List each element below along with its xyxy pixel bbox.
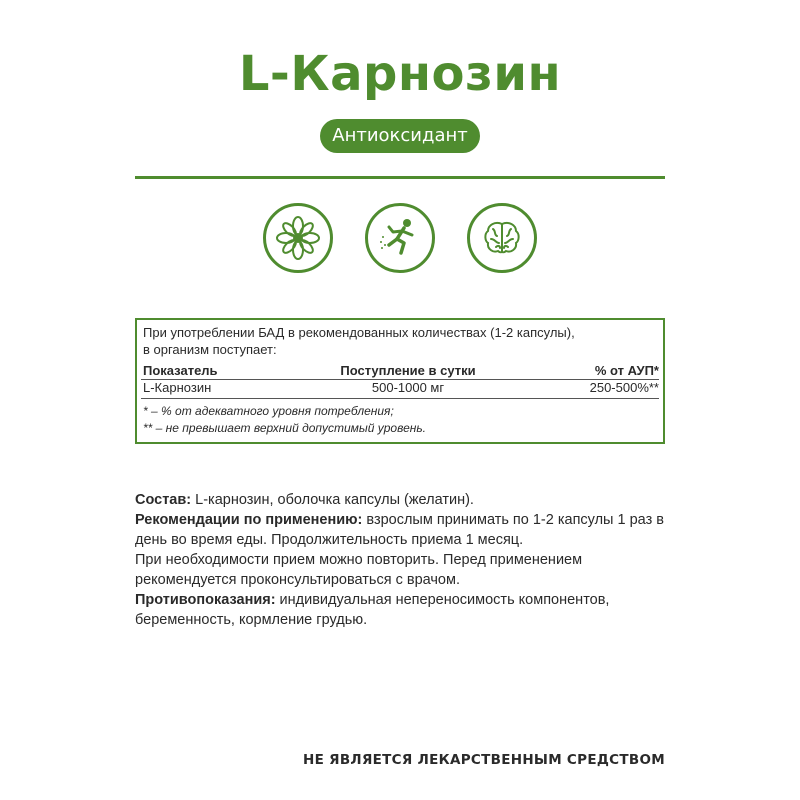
runner-icon xyxy=(365,203,435,273)
category-badge: Антиоксидант xyxy=(320,119,480,153)
cell-indicator: L-Карнозин xyxy=(143,380,212,395)
header-percent-aup: % от АУП* xyxy=(594,363,659,378)
usage-repeat-paragraph: При необходимости прием можно повторить. Перед применением рекомендуется проконсультироваться с врачом. xyxy=(135,552,583,588)
cell-percent-aup: 250-500%** xyxy=(589,380,659,395)
nutrition-info-box xyxy=(135,318,665,444)
usage-label: Рекомендации по применению: xyxy=(135,512,363,528)
divider xyxy=(135,176,665,179)
table-header-row xyxy=(143,363,659,379)
contraindications-paragraph xyxy=(135,590,665,630)
usage-text: взрослым принимать по 1-2 капсулы 1 раз в день во время еды. Продолжительность приема 1 месяц. xyxy=(135,512,664,548)
disclaimer: НЕ ЯВЛЯЕТСЯ ЛЕКАРСТВЕННЫМ СРЕДСТВОМ xyxy=(303,752,665,768)
footnote-2: ** – не превышает верхний допустимый уровень. xyxy=(143,421,426,435)
contraindications-text: индивидуальная непереносимость компонентов, беременность, кормление грудью. xyxy=(135,592,610,628)
product-description xyxy=(135,490,665,630)
footnote-1: * – % от адекватного уровня потребления; xyxy=(143,404,394,418)
flower-icon xyxy=(263,203,333,273)
header-indicator: Показатель xyxy=(143,363,218,378)
brain-icon xyxy=(467,203,537,273)
header-daily-intake: Поступление в сутки xyxy=(340,363,476,378)
info-intro-line-2: в организм поступает: xyxy=(143,342,277,357)
usage-paragraph xyxy=(135,510,665,550)
composition-paragraph xyxy=(135,490,665,510)
table-row xyxy=(143,380,659,396)
cell-daily-intake: 500-1000 мг xyxy=(371,380,445,395)
composition-text: L-карнозин, оболочка капсулы (желатин). xyxy=(191,492,474,508)
info-intro xyxy=(143,324,653,358)
composition-label: Состав: xyxy=(135,492,192,508)
product-title: L-Карнозин xyxy=(238,46,562,102)
info-intro-line-1: При употреблении БАД в рекомендованных количествах (1-2 капсулы), xyxy=(143,325,575,340)
table-rule xyxy=(141,398,659,399)
contraindications-label: Противопоказания: xyxy=(135,592,276,608)
